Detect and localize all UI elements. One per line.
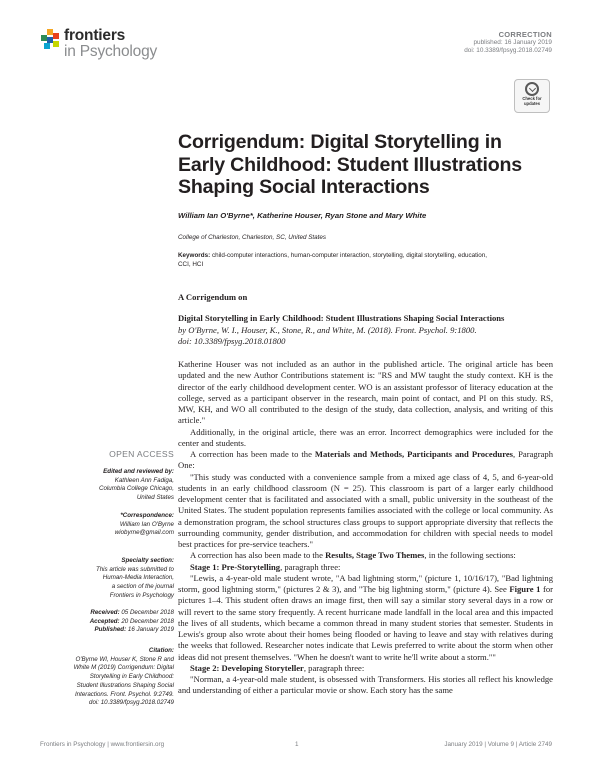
correspondence-name: William Ian O'Byrne [119, 520, 174, 528]
open-access-label: OPEN ACCESS [109, 449, 174, 459]
citation-line: White M (2019) Corrigendum: Digital [73, 664, 174, 672]
citation-line: O'Byrne WI, Houser K, Stone R and [75, 655, 174, 663]
keywords-values: child-computer interactions, human-computer interaction, storytelling, digital storytelling, education, [211, 252, 488, 259]
citation-doi-sidebar[interactable]: doi: 10.3389/fpsyg.2018.02749 [89, 699, 174, 707]
keywords-values-2: CCI, HCI [178, 261, 204, 269]
keywords-label: Keywords: [178, 252, 211, 259]
section-ref: Stage 2: Developing Storyteller [190, 662, 304, 673]
article-doi[interactable]: doi: 10.3389/fpsyg.2018.02749 [464, 47, 552, 55]
specialty-section-block [40, 557, 174, 601]
editor-name: Kathleen Ann Fadiga, [114, 476, 174, 484]
specialty-line: Frontiers in Psychology [109, 591, 174, 599]
logo-text-journal: in Psychology [64, 43, 158, 60]
author-list: William Ian O'Byrne*, Katherine Houser, Ryan Stone and Mary White [178, 211, 427, 220]
accepted-date: Accepted: 20 December 2018 [89, 617, 174, 625]
published-date: published: 16 January 2019 [473, 39, 552, 46]
specialty-line: This article was submitted to [95, 565, 174, 573]
section-ref: Materials and Methods, Participants and Procedures [314, 449, 514, 459]
citation-doi[interactable]: doi: 10.3389/fpsyg.2018.01800 [178, 336, 286, 347]
editor-country: United States [136, 494, 174, 502]
body-paragraph: "This study was conducted with a convenience sample from a mixed age class of 4, 5, and 6-year-old students in an early childhood classroom (N = 25). This classroom is part of a larger early childhood development center that is facilitated and associated with a small, public university in the southeast of the United States. The student population represents families associated with the college or local community. As a demonstration program, the school structures class groups to support appropriate diversity that reflects the surrounding community, gender distribution, and accommodation for children with special needs to model best practices for pre-service teachers." [178, 471, 553, 549]
correspondence-email[interactable]: wiobyrne@gmail.com [114, 529, 174, 537]
affiliation: College of Charleston, Charleston, SC, United States [178, 234, 327, 241]
editor-affiliation: Columbia College Chicago, [99, 485, 174, 493]
check-for-updates-badge[interactable] [514, 79, 550, 113]
body-paragraph: "Norman, a 4-year-old male student, is obsessed with Transformers. His stories all reflect his knowledge and understanding of either a particular movie or show. Each story has the same [178, 674, 553, 696]
original-article-citation [178, 325, 558, 347]
page-number: 1 [295, 741, 299, 748]
article-type: CORRECTION [498, 30, 552, 39]
check-updates-icon [525, 82, 539, 96]
badge-text-line1: Check for [522, 96, 542, 101]
original-article-title[interactable]: Digital Storytelling in Early Childhood: Student Illustrations Shaping Social Interactions [178, 313, 505, 323]
section-ref: Stage 1: Pre-Storytelling [190, 561, 281, 572]
footer-journal-url[interactable]: Frontiers in Psychology | www.frontiersin.org [40, 741, 165, 748]
specialty-label: Specialty section: [121, 557, 174, 564]
article-meta [464, 30, 552, 55]
edited-by-label: Edited and reviewed by: [103, 468, 174, 475]
citation-block [40, 647, 174, 708]
title-line: Shaping Social Interactions [178, 176, 430, 198]
corrigendum-on-heading: A Corrigendum on [178, 292, 248, 302]
citation-line: Storytelling in Early Childhood: [89, 673, 174, 681]
figure-link[interactable]: Figure 1 [509, 584, 541, 594]
frontiers-logo-icon [40, 29, 62, 51]
footer-issue-info: January 2019 | Volume 9 | Article 2749 [444, 741, 552, 748]
section-ref: Results, Stage Two Themes [325, 550, 425, 561]
specialty-line: a section of the journal [111, 583, 174, 591]
citation-line: Interactions. Front. Psychol. 9:2749. [74, 690, 174, 698]
body-paragraph: A correction has also been made to the Results, Stage Two Themes, in the following sections: [190, 550, 516, 561]
dates-block [40, 609, 174, 635]
published-date-sidebar: Published: 16 January 2019 [94, 626, 174, 634]
edited-by-block [40, 468, 174, 503]
body-paragraph: "Lewis, a 4-year-old male student wrote, "A bad lightning storm," (picture 1, 10/16/17), "Bad lightning storm, good lightning storm," (pictures 2 & 3), and "The big lightning storm," (picture 4). See Figure 1 for pictures 1–4. This student often draws an image first, then will say a similar story several days in a row or will revert to the same story frequently. A recent hurricane made landfall in the local area and this impacted the lives of all students, which became a common thread in many student stories that semester. Students in Lewis's group also wrote about their homes being flooded or having to leave and stay with relatives during the weeks that followed. Researcher notes indicate that Lewis preferred to write about the storm when other ideas did not present themselves. "When he doesn't want to write he'll write about a storm."" [178, 572, 553, 662]
body-paragraph: Additionally, in the original article, there was an error. Incorrect demographics were included for the center and students. [178, 426, 553, 448]
body-paragraph: Stage 1: Pre-Storytelling, paragraph three: [190, 561, 341, 572]
body-paragraph: Stage 2: Developing Storyteller, paragraph three: [190, 662, 365, 673]
title-line: Early Childhood: Student Illustrations [178, 153, 523, 176]
badge-text-line2: updates [523, 100, 541, 106]
citation-line: by O'Byrne, W. I., Houser, K., Stone, R., and White, M. (2018). Front. Psychol. 9:1800. [178, 325, 477, 335]
logo-text-frontiers: frontiers [64, 27, 126, 44]
article-title [178, 131, 578, 199]
body-paragraph: Katherine Houser was not included as an author in the published article. The original article has been updated and the new Author Contributions statement is: "RS and MW taught the study context. KH is the director of the early childhood development center. WO is an assistant professor of literacy education at the college, served as a participant observer in the research, main point of contact, and PI on this study. RS, MW, KH, and WO all contributed to the design of the study, data collection, analysis, and writing of this article." [178, 359, 553, 426]
body-paragraph: A correction has been made to the Materials and Methods, Participants and Procedures, Paragraph One: [178, 449, 553, 471]
specialty-line: Human-Media Interaction, [102, 574, 174, 582]
keywords [178, 251, 553, 269]
article-body [178, 359, 553, 697]
correspondence-label: *Correspondence: [120, 512, 174, 519]
correspondence-block [40, 512, 174, 538]
title-line: Corrigendum: Digital Storytelling in [178, 131, 502, 153]
citation-line: Student Illustrations Shaping Social [76, 681, 174, 689]
citation-label: Citation: [148, 647, 174, 654]
journal-logo [40, 27, 180, 67]
received-date: Received: 05 December 2018 [90, 609, 174, 616]
